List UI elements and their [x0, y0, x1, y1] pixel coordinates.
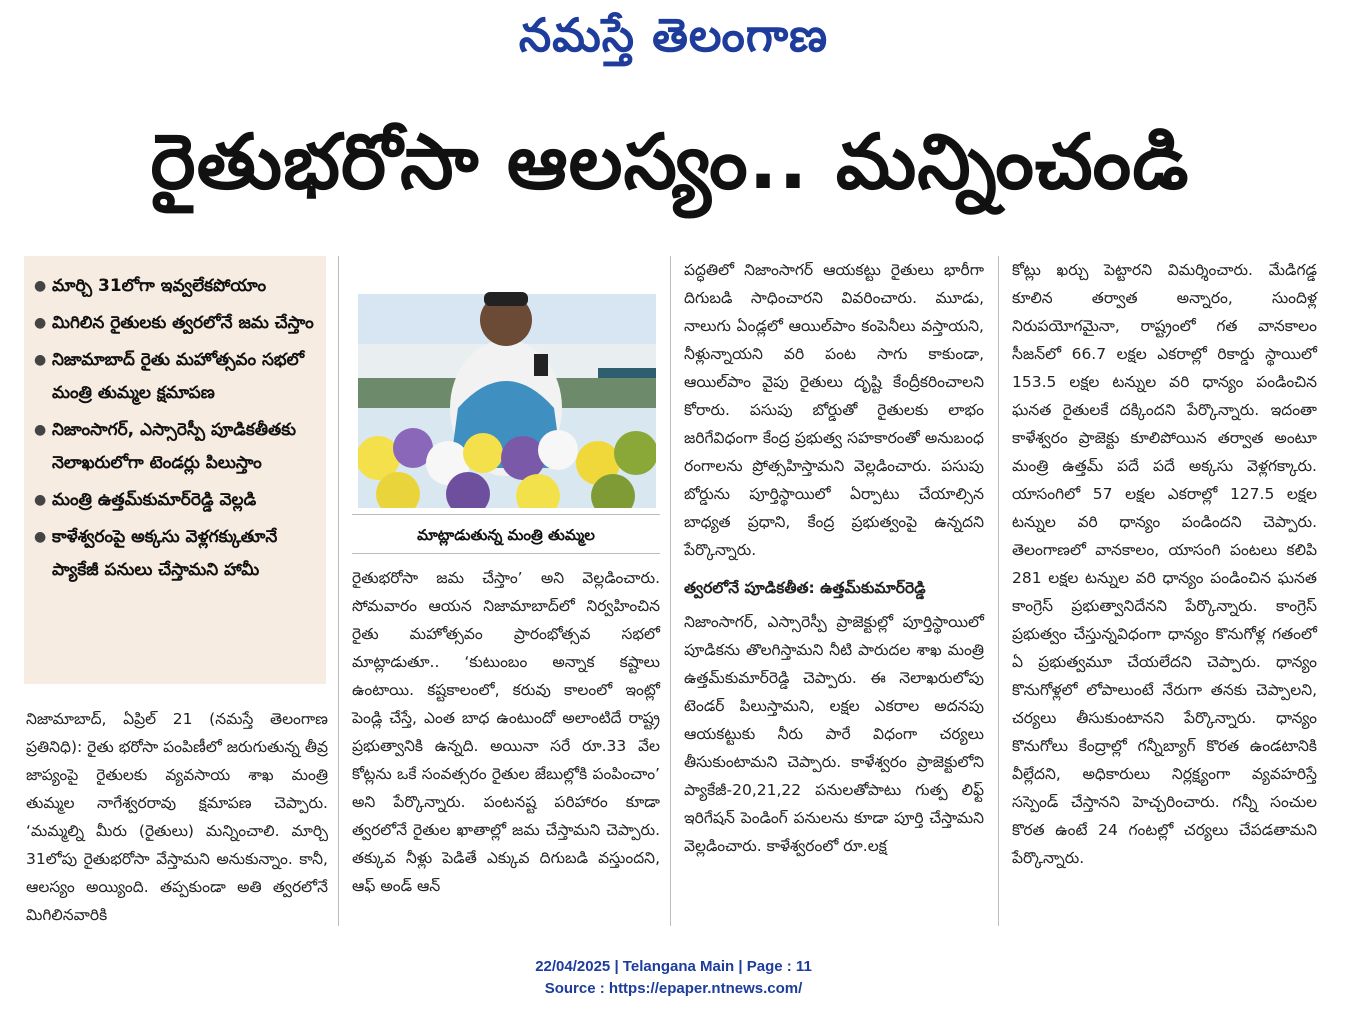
- bullet-icon: ●: [34, 422, 47, 438]
- bullet-icon: ●: [34, 492, 47, 508]
- footer-date-page: 22/04/2025 | Telangana Main | Page : 11: [535, 958, 812, 975]
- bullet-icon: ●: [34, 352, 47, 368]
- highlight-text: నిజాంసాగర్, ఎస్సారెస్పీ పూడికతీతకు నెలాఖరులోగా టెండర్లు పిలుస్తాం: [52, 420, 296, 473]
- highlight-text: నిజామాబాద్ రైతు మహోత్సవం సభలో మంత్రి తుమ్మల క్షమాపణ: [52, 350, 305, 403]
- photo-caption: మాట్లాడుతున్న మంత్రి తుమ్మల: [352, 514, 660, 554]
- highlight-text: మంత్రి ఉత్తమ్‌కుమార్‌రెడ్డి వెల్లడి: [52, 490, 257, 510]
- column-divider: [338, 256, 339, 926]
- article-column-2: [352, 564, 660, 900]
- article-column-1: [26, 705, 328, 929]
- article-column-4: [1012, 256, 1317, 872]
- masthead-title: నమస్తే తెలంగాణ: [518, 8, 829, 62]
- article-text: నిజాంసాగర్, ఎస్సారెస్పీ ప్రాజెక్టుల్లో పూర్తిస్థాయిలో పూడికను తొలగిస్తామని నీటి పారుదల శాఖ మంత్రి ఉత్తమ్‌కుమార్‌రెడ్డి చెప్పారు. ఈ నెలాఖరులోపు టెండర్ పిలుస్తామని, లక్షల ఎకరాల అదనపు ఆయకట్టుకు నీరు పారే విధంగా చర్యలు తీసుకుంటామని చెప్పారు. కాళేశ్వరం ప్రాజెక్టులోని ప్యాకేజీ-20,21,22 పనులతోపాటు గుత్ప లిఫ్ట్ ఇరిగేషన్ పెండింగ్ పనులను కూడా పూర్తి చేస్తామని వెల్లడించారు. కాళేశ్వరంలో రూ.లక్ష: [684, 613, 984, 855]
- column-divider: [670, 256, 671, 926]
- highlights-box: [24, 256, 326, 684]
- headline: రైతుభరోసా ఆలస్యం.. మన్నించండి: [150, 117, 1190, 206]
- article-column-3: [684, 256, 984, 860]
- highlight-item: [34, 521, 316, 587]
- article-text: నిజామాబాద్, ఏప్రిల్ 21 (నమస్తే తెలంగాణ ప్రతినిధి): రైతు భరోసా పంపిణీలో జరుగుతున్న తీవ్ర జాప్యంపై రైతులకు వ్యవసాయ శాఖ మంత్రి తుమ్మల నాగేశ్వరరావు క్షమాపణ చెప్పారు. ‘మమ్మల్ని మీరు (రైతులు) మన్నించాలి. మార్చి 31లోపు రైతుభరోసా వేస్తామని అనుకున్నాం. కానీ, ఆలస్యం అయ్యింది. తప్పకుండా అతి త్వరలోనే మిగిలినవారికి: [26, 710, 328, 924]
- article-text: పద్ధతిలో నిజాంసాగర్ ఆయకట్టు రైతులు భారీగా దిగుబడి సాధించారని వివరించారు. మూడు, నాలుగు ఏండ్లలో ఆయిల్‌పాం కంపెనీలు వస్తాయని, నీళ్లున్నాయని వరి పంట సాగు కాకుండా, ఆయిల్‌పాం వైపు రైతులు దృష్టి కేంద్రీకరించాలని కోరారు. పసుపు బోర్డుతో రైతులకు లాభం జరిగేవిధంగా కేంద్ర ప్రభుత్వ సహకారంతో అనుబంధ రంగాలను ప్రోత్సహిస్తామని వెల్లడించారు. పసుపు బోర్డును పూర్తిస్థాయిలో ఏర్పాటు చేయాల్సిన బాధ్యత ప్రధాని, కేంద్ర ప్రభుత్వంపై ఉన్నదని పేర్కొన్నారు.: [684, 261, 984, 559]
- highlight-text: కాళేశ్వరంపై అక్కసు వెళ్లగక్కుతూనే ప్యాకేజీ పనులు చేస్తామని హామీ: [52, 527, 278, 580]
- highlight-item: [34, 414, 316, 480]
- highlight-text: మార్చి 31లోగా ఇవ్వలేకపోయాం: [52, 276, 267, 296]
- footer: [0, 956, 1347, 1000]
- bullet-icon: ●: [34, 315, 47, 331]
- highlight-item: [34, 270, 316, 303]
- article-text: కోట్లు ఖర్చు పెట్టారని విమర్శించారు. మేడిగడ్డ కూలిన తర్వాత అన్నారం, సుందిళ్ల నిరుపయోగమైనా, రాష్ట్రంలో గత వానకాలం సీజన్‌లో 66.7 లక్షల ఎకరాల్లో రికార్డు స్థాయిలో 153.5 లక్షల టన్నుల వరి ధాన్యం పండించిన ఘనత రైతులకే దక్కిందని పేర్కొన్నారు. ఇదంతా కాళేశ్వరం ప్రాజెక్టు కూలిపోయిన తర్వాత అంటూ మంత్రి ఉత్తమ్ పదే పదే అక్కసు వెళ్లగక్కారు. యాసంగిలో 57 లక్షల ఎకరాల్లో 127.5 లక్షల టన్నుల వరి ధాన్యం పండిందని చెప్పారు. తెలంగాణలో వానకాలం, యాసంగి పంటలు కలిపి 281 లక్షల టన్నుల వరి ధాన్యం పండించిన ఘనత కాంగ్రెస్ ప్రభుత్వానిదేనని పేర్కొన్నారు. కాంగ్రెస్ ప్రభుత్వం చేస్తున్నవిధంగా ధాన్యం కొనుగోళ్ల గతంలో ఏ ప్రభుత్వమూ చేయలేదని చెప్పారు. ధాన్యం కొనుగోళ్లలో లోపాలుంటే నేరుగా తనకు చెప్పాలని, చర్యలు తీసుకుంటానని పేర్కొన్నారు. ధాన్యం కొనుగోలు కేంద్రాల్లో గన్నీబ్యాగ్ కొరత ఉండటానికి వీల్లేదని, అధికారులు నిర్లక్ష్యంగా వ్యవహరిస్తే సస్పెండ్ చేస్తానని హెచ్చరించారు. గన్నీ సంచుల కొరత ఉంటే 24 గంటల్లో చర్యలు చేపడతామని పేర్కొన్నారు.: [1012, 261, 1317, 867]
- minister-photo-illustration: [358, 258, 656, 508]
- highlight-text: మిగిలిన రైతులకు త్వరలోనే జమ చేస్తాం: [52, 313, 314, 333]
- subheading: త్వరలోనే పూడికతీత: ఉత్తమ్‌కుమార్‌రెడ్డి: [684, 579, 926, 597]
- article-text: రైతుభరోసా జమ చేస్తాం’ అని వెల్లడించారు. సోమవారం ఆయన నిజామాబాద్‌లో నిర్వహించిన రైతు మహోత్సవం ప్రారంభోత్సవ సభలో మాట్లాడుతూ.. ‘కుటుంబం అన్నాక కష్టాలు ఉంటాయి. కష్టకాలంలో, కరువు కాలంలో ఇంట్లో పెండ్లి చేస్తే, ఎంత బాధ ఉంటుందో అలాంటిదే రాష్ట్ర ప్రభుత్వానికి ఉన్నది. అయినా సరే రూ.33 వేల కోట్లను ఒకే సంవత్సరం రైతుల జేబుల్లోకి పంపించాం’ అని పేర్కొన్నారు. పంటనష్ట పరిహారం కూడా త్వరలోనే రైతుల ఖాతాల్లో జమ చేస్తామని చెప్పారు. తక్కువ నీళ్లు పెడితే ఎక్కువ దిగుబడి వస్తుందని, ఆఫ్ అండ్ ఆన్: [352, 569, 660, 895]
- bullet-icon: ●: [34, 529, 47, 545]
- highlight-item: [34, 484, 316, 517]
- highlight-item: [34, 344, 316, 410]
- minister-photo: [358, 258, 656, 508]
- footer-source: Source : https://epaper.ntnews.com/: [544, 980, 803, 997]
- column-divider: [998, 256, 999, 926]
- bullet-icon: ●: [34, 278, 47, 294]
- highlight-item: [34, 307, 316, 340]
